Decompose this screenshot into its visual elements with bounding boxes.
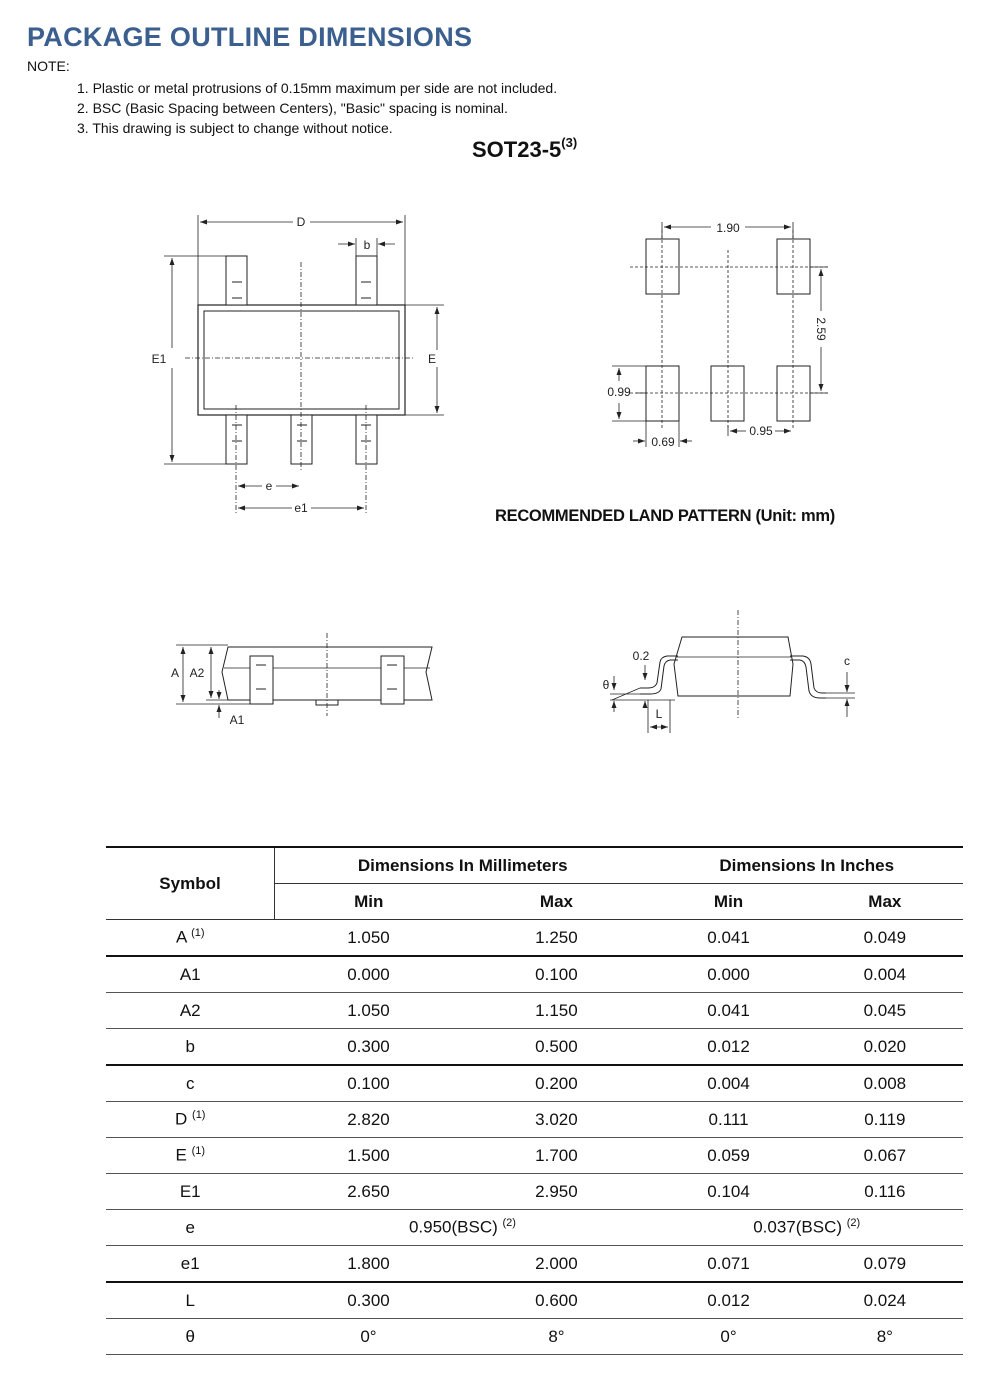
in-min-cell: 0.104 — [650, 1174, 806, 1210]
mm-max-cell: 0.600 — [462, 1282, 650, 1319]
in-min-cell: 0.111 — [650, 1102, 806, 1138]
in-max-cell: 0.049 — [807, 920, 963, 957]
header-mm-max: Max — [462, 884, 650, 920]
land-pad — [777, 239, 810, 294]
dim-label-d: D — [296, 215, 306, 229]
header-symbol: Symbol — [106, 847, 275, 920]
header-mm-min: Min — [275, 884, 463, 920]
mm-min-cell: 0.000 — [275, 956, 463, 993]
note-item: 2. BSC (Basic Spacing between Centers), "Basic" spacing is nominal. — [77, 100, 508, 116]
dim-label-e: e — [265, 479, 273, 493]
lead-detail-view — [610, 610, 855, 733]
symbol-cell: e1 — [106, 1246, 275, 1283]
symbol-cell: A2 — [106, 993, 275, 1029]
in-max-cell: 0.004 — [807, 956, 963, 993]
mm-max-cell: 1.150 — [462, 993, 650, 1029]
dim-label-e1: e1 — [294, 501, 308, 515]
mm-min-cell: 0.300 — [275, 1282, 463, 1319]
bottom-lead — [226, 415, 247, 464]
dim-label-b: b — [363, 238, 371, 252]
in-max-cell: 0.119 — [807, 1102, 963, 1138]
land-pattern-caption: RECOMMENDED LAND PATTERN (Unit: mm) — [495, 507, 835, 525]
symbol-cell: e — [106, 1210, 275, 1246]
note-item: 3. This drawing is subject to change without notice. — [77, 120, 393, 136]
lead-label-gauge: 0.2 — [632, 649, 650, 663]
symbol-cell: L — [106, 1282, 275, 1319]
table-row — [106, 1138, 963, 1174]
land-label-row-spacing: 2.59 — [814, 317, 828, 341]
table-row — [106, 1102, 963, 1138]
mm-min-cell: 0° — [275, 1319, 463, 1355]
side-label-a: A — [170, 666, 180, 680]
mm-min-cell: 0.100 — [275, 1065, 463, 1102]
in-min-cell: 0.041 — [650, 993, 806, 1029]
lead-detail-body — [674, 637, 793, 696]
top-view-body — [198, 305, 405, 415]
land-label-pad-length: 0.99 — [607, 385, 631, 399]
dim-label-e-body: E — [427, 352, 437, 366]
package-name: SOT23-5 — [472, 137, 562, 162]
symbol-cell: θ — [106, 1319, 275, 1355]
in-min-cell: 0.004 — [650, 1065, 806, 1102]
land-label-pad-width: 0.69 — [651, 435, 675, 449]
table-row — [106, 1246, 963, 1283]
table-row — [106, 1174, 963, 1210]
in-min-cell: 0.071 — [650, 1246, 806, 1283]
package-note-ref: (3) — [561, 135, 578, 150]
in-min-cell: 0.012 — [650, 1029, 806, 1066]
mm-max-cell: 0.100 — [462, 956, 650, 993]
symbol-cell: E $^{(1)}$ — [106, 1138, 275, 1174]
mm-max-cell: 1.250 — [462, 920, 650, 957]
in-min-cell: 0.059 — [650, 1138, 806, 1174]
table-row — [106, 1319, 963, 1355]
in-max-cell: 0.020 — [807, 1029, 963, 1066]
in-max-cell: 0.045 — [807, 993, 963, 1029]
lead-label-l: L — [655, 707, 663, 721]
land-label-pitch: 0.95 — [749, 424, 773, 438]
in-max-cell: 0.024 — [807, 1282, 963, 1319]
in-span-cell: 0.037(BSC) $^{(2)}$ — [650, 1210, 963, 1246]
header-in: Dimensions In Inches — [650, 847, 963, 884]
mm-min-cell: 1.500 — [275, 1138, 463, 1174]
mm-max-cell: 2.950 — [462, 1174, 650, 1210]
symbol-cell: c — [106, 1065, 275, 1102]
mm-max-cell: 2.000 — [462, 1246, 650, 1283]
in-max-cell: 0.008 — [807, 1065, 963, 1102]
land-label-pitch-outer: 1.90 — [716, 221, 740, 235]
header-mm: Dimensions In Millimeters — [275, 847, 651, 884]
top-view — [164, 215, 444, 515]
dim-label-e1-body: E1 — [151, 352, 167, 366]
table-header-row — [106, 847, 963, 884]
mm-min-cell: 1.050 — [275, 993, 463, 1029]
mm-min-cell: 1.050 — [275, 920, 463, 957]
mm-min-cell: 2.820 — [275, 1102, 463, 1138]
mm-span-cell: 0.950(BSC) $^{(2)}$ — [275, 1210, 651, 1246]
mm-max-cell: 8° — [462, 1319, 650, 1355]
bottom-lead — [291, 415, 312, 464]
symbol-cell: b — [106, 1029, 275, 1066]
mm-max-cell: 0.200 — [462, 1065, 650, 1102]
mm-max-cell: 0.500 — [462, 1029, 650, 1066]
header-in-min: Min — [650, 884, 806, 920]
in-max-cell: 0.116 — [807, 1174, 963, 1210]
table-row — [106, 1282, 963, 1319]
symbol-cell: A $^{(1)}$ — [106, 920, 275, 957]
symbol-cell: A1 — [106, 956, 275, 993]
page-title: PACKAGE OUTLINE DIMENSIONS — [27, 22, 473, 52]
note-label: NOTE: — [27, 58, 70, 74]
mm-min-cell: 1.800 — [275, 1246, 463, 1283]
table-row — [106, 993, 963, 1029]
symbol-cell: E1 — [106, 1174, 275, 1210]
land-pad — [777, 366, 810, 421]
in-min-cell: 0° — [650, 1319, 806, 1355]
bottom-lead — [356, 415, 377, 464]
in-max-cell: 8° — [807, 1319, 963, 1355]
mm-max-cell: 3.020 — [462, 1102, 650, 1138]
in-min-cell: 0.041 — [650, 920, 806, 957]
in-max-cell: 0.067 — [807, 1138, 963, 1174]
in-max-cell: 0.079 — [807, 1246, 963, 1283]
side-label-a1: A1 — [229, 713, 245, 727]
table-row — [106, 956, 963, 993]
symbol-cell: D $^{(1)}$ — [106, 1102, 275, 1138]
table-row — [106, 1029, 963, 1066]
in-min-cell: 0.000 — [650, 956, 806, 993]
lead-label-theta: θ — [602, 678, 610, 692]
mm-max-cell: 1.700 — [462, 1138, 650, 1174]
mm-min-cell: 2.650 — [275, 1174, 463, 1210]
land-pattern — [612, 222, 830, 447]
header-in-max: Max — [807, 884, 963, 920]
lead-label-c: c — [844, 654, 850, 668]
land-pad — [646, 366, 679, 421]
side-label-a2: A2 — [189, 666, 205, 680]
mm-min-cell: 0.300 — [275, 1029, 463, 1066]
table-row — [106, 1210, 963, 1246]
in-min-cell: 0.012 — [650, 1282, 806, 1319]
table-row — [106, 920, 963, 957]
table-row — [106, 1065, 963, 1102]
note-item: 1. Plastic or metal protrusions of 0.15mm maximum per side are not included. — [77, 80, 558, 96]
land-pad — [711, 366, 744, 421]
side-view — [176, 633, 432, 718]
dimensions-table — [106, 846, 963, 1355]
land-pad — [646, 239, 679, 294]
